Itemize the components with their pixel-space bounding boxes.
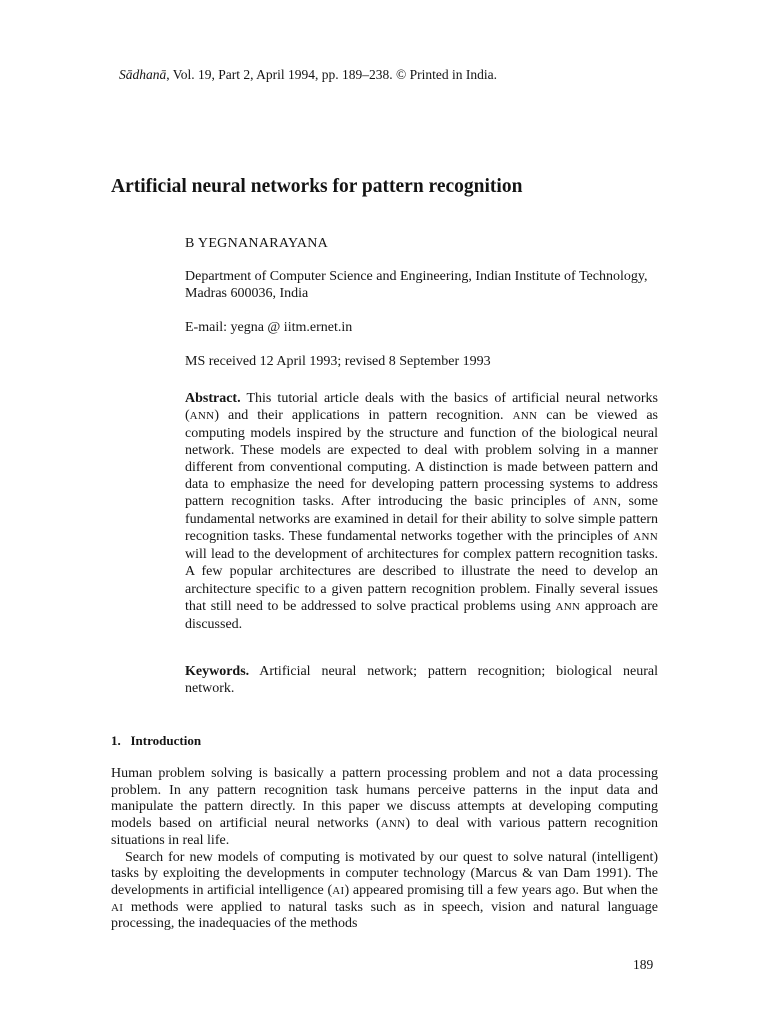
abstract-text: can be viewed as computing models inspired by the structure and function of the biological neural network. These models are expected to deal with problem solving in a manner different from conventional computing. A distinction is made between pattern and data to emphasize the need for developing pattern processing systems to address pattern recognition tasks. After introducing the basic principles of	[185, 408, 658, 510]
author-email: E-mail: yegna @ iitm.ernet.in	[185, 320, 353, 335]
abstract-text: This tutorial article deals with the basics of artificial neural networks (	[185, 391, 658, 424]
abstract-text: , some fundamental networks are examined in detail for their ability to solve simple pattern recognition tasks. These fundamental networks together with the principles of	[185, 494, 658, 545]
author-affiliation: Department of Computer Science and Engineering, Indian Institute of Technology, Madras 600036, India	[185, 269, 648, 301]
keywords	[185, 663, 658, 697]
abstract	[185, 390, 658, 633]
paragraph-text: methods were applied to natural tasks such as in speech, vision and natural language processing, the inadequacies of the methods	[111, 899, 658, 932]
citation-details: , Vol. 19, Part 2, April 1994, pp. 189–238. © Printed in India.	[166, 67, 498, 82]
section-title: Introduction	[130, 733, 202, 748]
section-heading	[111, 733, 201, 749]
paragraph-text: ) appeared promising till a few years ago. But when the	[344, 882, 659, 898]
paper-title: Artificial neural networks for pattern recognition	[111, 176, 523, 197]
journal-name: Sādhanā	[119, 67, 167, 82]
abstract-text: will lead to the development of architectures for complex pattern recognition tasks. A few popular architectures are described to illustrate the need to develop an architecture specific to a given pattern recognition problem. Finally several issues that still need to be addressed to solve practical problems using	[185, 547, 658, 614]
submission-dates: MS received 12 April 1993; revised 8 September 1993	[185, 354, 491, 369]
keywords-text: Artificial neural network; pattern recognition; biological neural network.	[185, 664, 658, 696]
paragraph-text: Human problem solving is basically a pattern processing problem and not a data processing problem. In any pattern recognition task humans perceive patterns in the input data and manipulate the pattern directly. In this paper we discuss attempts at developing computing models based on artificial neural networks (	[111, 766, 658, 832]
abstract-text: ) and their applications in pattern recognition.	[214, 408, 513, 424]
author-name: B YEGNANARAYANA	[185, 236, 329, 251]
keywords-label: Keywords.	[185, 664, 250, 679]
introduction-body	[111, 766, 658, 933]
abstract-label: Abstract.	[185, 391, 241, 406]
journal-citation	[119, 67, 497, 83]
abstract-text: approach are discussed.	[185, 598, 658, 632]
abstract-acronym: ANN	[512, 410, 538, 423]
body-acronym: AI	[332, 884, 345, 897]
abstract-acronym: ANN	[592, 496, 618, 509]
page-number: 189	[633, 957, 654, 972]
abstract-acronym: ANN	[633, 531, 658, 544]
body-paragraph	[111, 850, 658, 934]
body-acronym: AI	[111, 901, 124, 914]
paragraph-text: Search for new models of computing is motivated by our quest to solve natural (intelligent) tasks by exploiting the developments in computer technology (Marcus & van Dam 1991). The developments in artificial intelligence (	[111, 849, 658, 898]
body-acronym: ANN	[380, 818, 406, 831]
abstract-acronym: ANN	[189, 410, 215, 423]
abstract-acronym: ANN	[555, 600, 581, 613]
paragraph-text: ) to deal with various pattern recognition situations in real life.	[111, 816, 658, 848]
section-number: 1.	[111, 733, 121, 748]
body-paragraph	[111, 766, 658, 850]
